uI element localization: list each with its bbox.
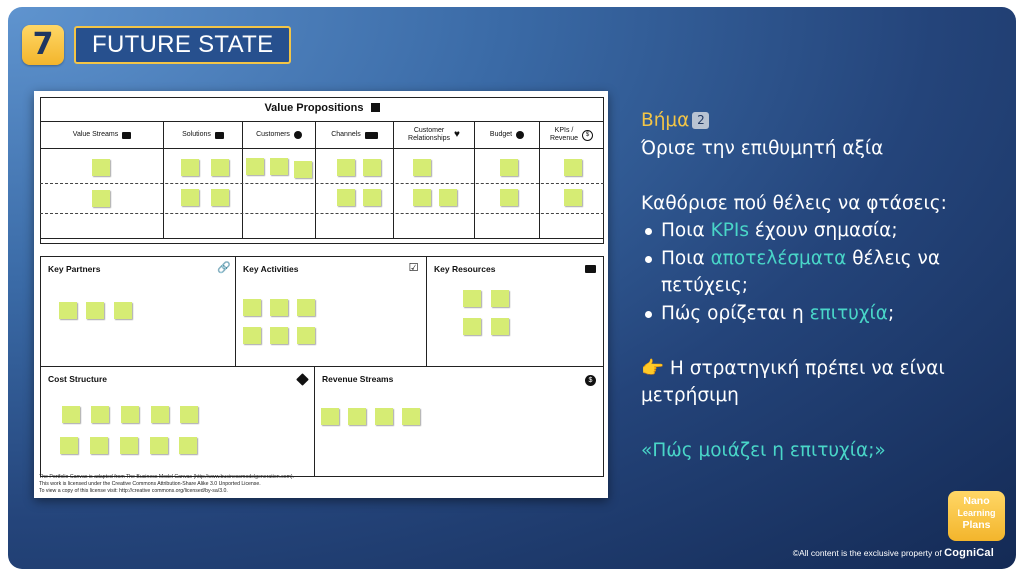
step-title: Όρισε την επιθυμητή αξία [641,137,884,159]
sticky-note [337,159,355,176]
badge-line: Nano [963,495,990,507]
sticky-note [86,302,104,319]
column-header: Customer Relationships ♥ [394,122,474,149]
dollar-circle-icon: $ [582,130,593,141]
sticky-note [294,161,312,178]
sticky-note [150,437,168,454]
sticky-note [179,437,197,454]
sticky-note [243,327,261,344]
briefcase-icon [585,265,596,273]
column-header: Budget [475,122,539,149]
bullet-item: Πώς ορίζεται η επιτυχία; [661,300,981,328]
key-activities-label: Key Activities [243,264,299,274]
license-line: The Portfolio Canvas is adapted from The Business Model Canvas (http://www.businessmodelgeneration.com). [39,474,295,480]
sticky-note [491,318,509,335]
cost-structure-label: Cost Structure [48,374,108,384]
sticky-note [402,408,420,425]
license-line: To view a copy of this license visit: http://creative commons.org/licensed/by-sa/3.0. [39,488,228,494]
step-label: Βήμα [641,110,690,131]
sticky-note [500,189,518,206]
brand-logo: CogniCal [944,547,994,559]
license-line: This work is licensed under the Creative Commons Attribution-Share Alike 3.0 Unported License. [39,481,261,487]
sticky-note [151,406,169,423]
tag-icon [296,373,309,386]
divider [40,183,604,184]
heart-icon: ♥ [454,129,460,140]
sticky-note [500,159,518,176]
column-solutions [163,121,243,239]
sticky-note [181,189,199,206]
badge-line: Learning [957,508,996,518]
sticky-note [246,158,264,175]
sticky-note [270,299,288,316]
sticky-note [181,159,199,176]
bullet-item: Ποια αποτελέσματα θέλεις να πετύχεις; [661,245,981,300]
intro-text: Καθόρισε πού θέλεις να φτάσεις: [641,192,947,214]
column-budget [474,121,540,239]
sticky-note [564,159,582,176]
truck-icon [365,132,378,139]
bullet-list [641,217,981,327]
key-resources-label: Key Resources [434,264,496,274]
link-icon: 🔗 [217,262,231,274]
sticky-note [439,189,457,206]
sticky-note [270,158,288,175]
sticky-note [91,406,109,423]
sticky-note [363,189,381,206]
streams-icon [122,132,131,139]
key-partners-label: Key Partners [48,264,101,274]
instruction-text [641,107,981,465]
column-customer-relationships [393,121,475,239]
license-text [39,474,294,495]
sticky-note [120,437,138,454]
column-kpis-revenue [539,121,604,239]
footer [793,547,994,559]
column-customers [242,121,316,239]
gift-icon [371,103,380,112]
cost-structure-block [40,366,315,477]
sticky-note [270,327,288,344]
slide [8,7,1016,569]
column-header: Customers [243,122,315,149]
bullet-item: Ποια KPIs έχουν σημασία; [661,217,981,245]
sticky-note [463,318,481,335]
sticky-note [348,408,366,425]
key-activities-block [235,256,427,367]
sticky-note [297,299,315,316]
portfolio-canvas [34,91,608,498]
note-text: 👉 Η στρατηγική πρέπει να είναι μετρήσιμη [641,357,945,406]
key-resources-block [426,256,604,367]
sticky-note [337,189,355,206]
step-number-icon: 2 [692,112,709,129]
column-header: KPIs / Revenue $ [540,122,603,149]
sticky-note [463,290,481,307]
sticky-note [413,189,431,206]
sticky-note [491,290,509,307]
step-number-badge: 7 [22,25,64,65]
solutions-icon [215,132,224,139]
sticky-note [413,159,431,176]
money-bag-icon: $ [585,375,596,386]
sticky-note [211,159,229,176]
page-title: FUTURE STATE [74,26,291,64]
sticky-note [211,189,229,206]
badge-line: Plans [962,519,991,531]
sticky-note [59,302,77,319]
sticky-note [60,437,78,454]
copyright-text: ©All content is the exclusive property of [792,548,942,558]
sticky-note [243,299,261,316]
sticky-note [375,408,393,425]
divider [40,213,604,214]
column-channels [315,121,394,239]
step-heading [641,107,981,135]
nano-learning-plans-logo [948,491,1005,541]
sticky-note [180,406,198,423]
column-header: Channels [316,122,393,149]
pie-icon [516,131,524,139]
column-header: Solutions [164,122,242,149]
sticky-note [114,302,132,319]
value-propositions-title: Value Propositions [41,102,603,114]
checkbox-icon: ☑ [408,262,419,274]
sticky-note [62,406,80,423]
quote-text: «Πώς μοιάζει η επιτυχία;» [641,440,886,461]
sticky-note [121,406,139,423]
column-header: Value Streams [41,122,163,149]
sticky-note [363,159,381,176]
customers-icon [294,131,302,139]
column-value-streams [40,121,164,239]
sticky-note [92,190,110,207]
pointing-hand-icon: 👉 [641,357,665,379]
sticky-note [90,437,108,454]
sticky-note [297,327,315,344]
sticky-note [92,159,110,176]
sticky-note [564,189,582,206]
revenue-streams-label: Revenue Streams [322,374,394,384]
sticky-note [321,408,339,425]
